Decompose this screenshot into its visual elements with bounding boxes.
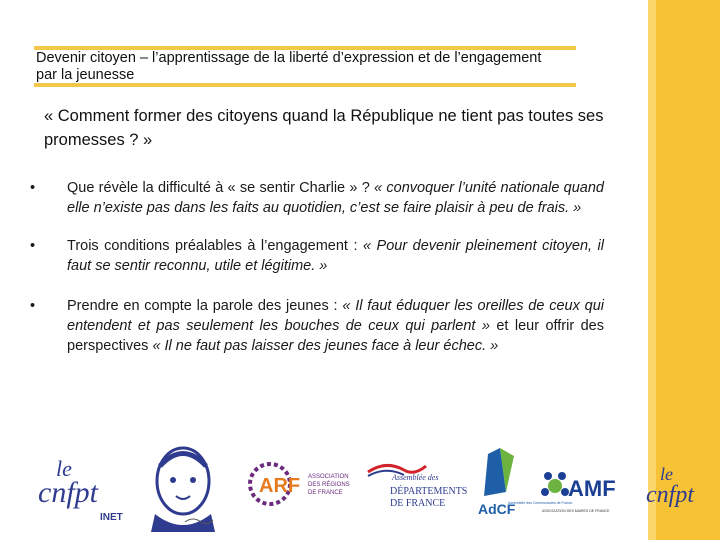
adcf-caption-text: Assemblée des Communautés de France	[508, 501, 573, 505]
arf-line3-text: DE FRANCE	[308, 490, 343, 496]
bullet-text: Prendre en compte la parole des jeunes :	[67, 298, 343, 314]
slide-title: Devenir citoyen – l’apprentissage de la liberté d’expression et de l’engagement par la jeunesse	[36, 50, 542, 83]
cnfpt-inet-logo	[38, 456, 123, 523]
side-accent-band-edge	[648, 0, 656, 540]
key-question: « Comment former des citoyens quand la République ne tient pas toutes ses promesses ? »	[44, 107, 604, 149]
adcf-mark-text: AdCF	[478, 501, 516, 517]
adf-line2-text: DÉPARTEMENTS	[390, 486, 468, 497]
side-accent-band	[648, 0, 720, 540]
arf-line2-text: DES RÉGIONS	[308, 482, 350, 488]
bullet-item	[30, 178, 604, 218]
bullet-item	[30, 296, 604, 356]
adf-line3-text: DE FRANCE	[390, 498, 446, 509]
bullet-text-continued: et leur offrir des perspectives	[67, 318, 604, 354]
cnfpt-right-le-text: le	[660, 464, 673, 484]
bullet-quote: « convoquer l’unité nationale quand elle n’existe pas dans les faits au quotidien, c’est se faire plaisir à peu de frais. »	[67, 180, 604, 216]
title-rule-bottom	[34, 83, 576, 87]
cnfpt-right-letters-text: cnfpt	[646, 482, 694, 508]
portrait-illustration	[151, 448, 215, 532]
bullet-text: Que révèle la difficulté à « se sentir Charlie » ?	[67, 180, 375, 196]
bullet-text: Trois conditions préalables à l’engagement :	[67, 238, 363, 254]
bullet-item	[30, 236, 604, 276]
arf-logo	[250, 464, 350, 504]
amf-logo	[541, 472, 616, 513]
cnfpt-letters-text: cnfpt	[38, 476, 98, 509]
bullet-marker: •	[30, 180, 36, 196]
amf-caption-text: ASSOCIATION DES MAIRES DE FRANCE	[542, 509, 610, 513]
bullet-quote: « Pour devenir pleinement citoyen, il faut se sentir reconnu, utile et légitime. »	[67, 238, 604, 274]
bullet-list	[30, 178, 604, 356]
inet-tag-text: INET	[100, 512, 123, 523]
bullet-marker: •	[30, 298, 36, 314]
arf-line1-text: ASSOCIATION	[308, 474, 349, 480]
cnfpt-le-text: le	[56, 456, 72, 481]
partner-logos	[0, 436, 694, 540]
bullet-quote: « Il faut éduquer les oreilles de ceux qui entendent et pas seulement les bouches de ceux qui parlent »	[67, 298, 604, 334]
adf-line1-text: Assemblée des	[392, 473, 439, 482]
arf-mark-text: ARF	[259, 475, 301, 497]
adf-logo	[368, 465, 467, 509]
bullet-marker: •	[30, 238, 36, 254]
amf-mark-text: AMF	[568, 476, 616, 501]
bullet-quote-second: « Il ne faut pas laisser des jeunes face à leur échec. »	[152, 338, 499, 354]
